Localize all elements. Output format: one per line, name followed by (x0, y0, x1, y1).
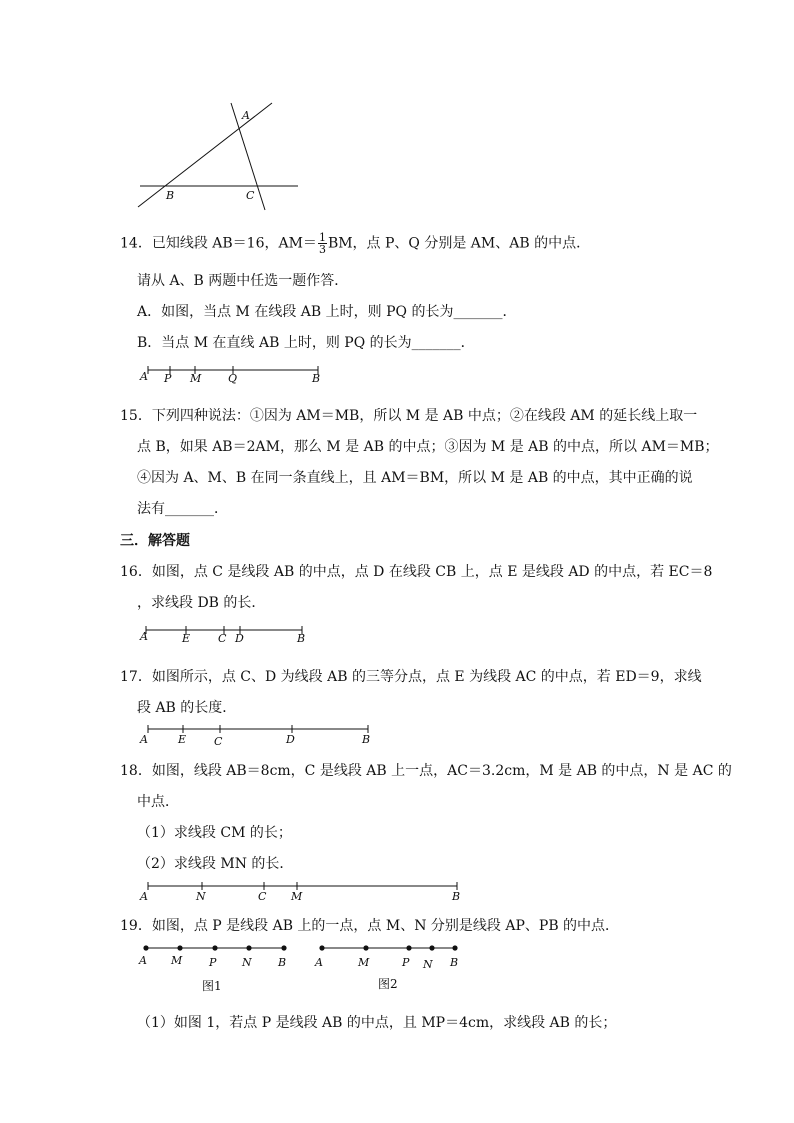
q19-fig1-label-a: A (139, 954, 147, 967)
q15-line1: 15．下列四种说法：①因为 AM＝MB，所以 M 是 AB 中点；②在线段 AM 的延长线上取一 (120, 408, 698, 424)
q16-label-c: C (218, 632, 227, 645)
q19-fig2-label-m: M (358, 956, 370, 969)
q14-line2: 请从 A、B 两题中任选一题作答． (137, 273, 349, 289)
q19-figure-2 (312, 940, 482, 1000)
q14-figure (140, 360, 340, 390)
q19-fig2-label-b: B (450, 956, 459, 969)
q16-label-e: E (182, 632, 191, 645)
q18-label-b: B (452, 890, 461, 903)
q14-line1 (120, 232, 590, 255)
q14-line3: A．如图，当点 M 在线段 AB 上时，则 PQ 的长为_______． (137, 304, 517, 320)
q19-fig1-label-b: B (278, 956, 287, 969)
q14-frac-num: 1 (318, 231, 326, 244)
q17-line2: 段 AB 的长度． (137, 700, 237, 716)
q14-label-p: P (164, 372, 172, 385)
q15-line3: ④因为 A、M、B 在同一条直线上，且 AM＝BM，所以 M 是 AB 的中点，其中正确的说 (137, 470, 693, 486)
q18-label-n: N (196, 890, 206, 903)
q16-label-b: B (297, 632, 306, 645)
q18-line1: 18．如图，线段 AB＝8cm，C 是线段 AB 上一点，AC＝3.2cm，M 是 AB 的中点，N 是 AC 的 (120, 763, 732, 779)
q17-label-e: E (178, 733, 187, 746)
q19-fig2-caption: 图2 (378, 977, 398, 991)
q19-figure-1 (136, 940, 306, 1000)
q19-fig1-caption: 图1 (202, 979, 222, 993)
fig13-label-b: B (166, 189, 175, 202)
q19-fig2-label-a: A (315, 956, 323, 969)
q14-fraction (318, 232, 327, 255)
q14-line1-a: 14．已知线段 AB＝16，AM＝ (120, 235, 317, 252)
q17-figure (140, 719, 380, 749)
q14-line1-b: BM，点 P、Q 分别是 AM、AB 的中点． (327, 235, 591, 252)
q14-frac-den: 3 (318, 243, 326, 256)
q15-line2: 点 B，如果 AB＝2AM，那么 M 是 AB 的中点；③因为 M 是 AB 的中点，所以 AM＝MB； (137, 439, 719, 455)
q14-label-a: A (140, 370, 148, 383)
fig13-label-c: C (246, 189, 255, 202)
q19-fig1-label-m: M (171, 954, 183, 967)
q18-line4: （2）求线段 MN 的长． (137, 856, 294, 872)
q16-line1: 16．如图，点 C 是线段 AB 的中点，点 D 在线段 CB 上，点 E 是线段 AD 的中点，若 EC＝8 (120, 564, 713, 580)
q16-figure (140, 620, 320, 650)
q17-line1: 17．如图所示，点 C、D 为线段 AB 的三等分点，点 E 为线段 AC 的中点，若 ED＝9，求线 (120, 669, 702, 685)
q16-label-a: A (140, 630, 148, 643)
q19-line1: 19．如图，点 P 是线段 AB 上的一点，点 M、N 分别是线段 AP、PB 的中点． (120, 918, 620, 934)
q14-label-m: M (190, 372, 202, 385)
section-3-title: 三．解答题 (120, 533, 190, 549)
q18-line3: （1）求线段 CM 的长； (137, 825, 292, 841)
q17-label-d: D (286, 733, 295, 746)
q19-fig2-label-p: P (402, 956, 410, 969)
q18-label-m: M (291, 890, 303, 903)
q14-label-b: B (312, 372, 321, 385)
q18-label-a: A (140, 890, 148, 903)
q19-line2: （1）如图 1，若点 P 是线段 AB 的中点，且 MP＝4cm，求线段 AB 的长； (137, 1015, 617, 1031)
fig13-label-a: A (242, 109, 250, 122)
q19-fig1-label-n: N (242, 956, 252, 969)
q14-label-q: Q (228, 372, 238, 385)
q19-fig2-label-n: N (423, 958, 433, 971)
q18-line2: 中点． (137, 794, 179, 810)
q18-figure (140, 876, 470, 906)
q18-label-c: C (258, 890, 267, 903)
q14-line4: B．当点 M 在直线 AB 上时，则 PQ 的长为_______． (137, 335, 475, 351)
figure-13 (130, 95, 310, 220)
q19-fig1-label-p: P (209, 956, 217, 969)
q15-line4: 法有_______． (137, 501, 228, 517)
q17-label-b: B (362, 733, 371, 746)
q17-label-a: A (140, 733, 148, 746)
q16-line2: ，求线段 DB 的长． (137, 595, 266, 611)
q17-label-c: C (214, 735, 223, 748)
q16-label-d: D (235, 632, 244, 645)
